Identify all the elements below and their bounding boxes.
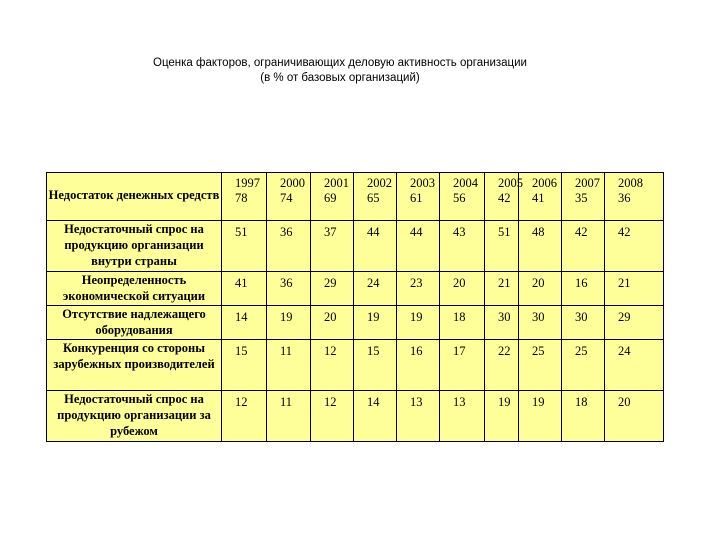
cell-value: 37 [324,225,337,239]
table-cell [485,272,519,306]
cell-value: 35 [575,191,588,205]
cell-value: 12 [324,395,337,409]
cell-value: 19 [410,310,423,324]
year-header: 2006 [532,176,557,190]
table-cell [519,272,562,306]
table-cell [397,306,440,340]
cell-value: 24 [367,276,380,290]
cell-value: 13 [453,395,466,409]
cell-value: 19 [532,395,545,409]
table-cell [354,173,397,221]
table-cell [267,173,311,221]
row-label: Недостаточный спрос на продукцию организации за рубежом [57,392,211,438]
cell-value: 16 [575,276,588,290]
cell-value: 51 [498,225,511,239]
table-cell [562,306,605,340]
table-cell [519,306,562,340]
year-header: 2001 [324,176,349,190]
table-cell [440,306,485,340]
row-label: Неопределенность экономической ситуации [62,273,206,303]
row-label: Отсутствие надлежащего оборудования [62,307,206,337]
cell-value: 42 [575,225,588,239]
cell-value: 15 [367,344,380,358]
cell-value: 51 [235,225,248,239]
table-cell [354,391,397,442]
year-header: 2003 [410,176,435,190]
table-row [47,272,664,306]
row-label: Конкуренция со стороны зарубежных производителей [53,341,215,371]
cell-value: 12 [235,395,248,409]
cell-value: 19 [498,395,511,409]
table-cell [354,340,397,391]
table-cell [485,221,519,272]
cell-value: 19 [367,310,380,324]
table-cell [397,340,440,391]
table-cell [397,272,440,306]
cell-value: 65 [367,191,380,205]
table-row [47,391,664,442]
table-cell [562,221,605,272]
table-cell [222,391,267,442]
table-cell [605,221,664,272]
cell-value: 11 [280,344,293,358]
cell-value: 14 [367,395,380,409]
table-cell [311,391,354,442]
row-label: Недостаток денежных средств [48,188,220,202]
cell-value: 36 [618,191,631,205]
table-cell [605,391,664,442]
table-cell [440,340,485,391]
table-cell [562,173,605,221]
table-cell [519,391,562,442]
table-cell [311,306,354,340]
table-cell [440,221,485,272]
cell-value: 78 [235,191,248,205]
cell-value: 25 [575,344,588,358]
cell-value: 36 [280,276,293,290]
year-header: 2002 [367,176,392,190]
cell-value: 15 [235,344,248,358]
cell-value: 18 [575,395,588,409]
table-cell [440,173,485,221]
cell-value: 25 [532,344,545,358]
table-cell [605,173,664,221]
cell-value: 29 [324,276,337,290]
year-header: 2007 [575,176,600,190]
cell-value: 48 [532,225,545,239]
cell-value: 22 [498,344,511,358]
table-cell [311,340,354,391]
table-cell [354,306,397,340]
table-cell [354,272,397,306]
row-label: Недостаточный спрос на продукцию организации внутри страны [64,222,204,268]
table-cell [605,340,664,391]
cell-value: 44 [367,225,380,239]
table-cell [267,306,311,340]
cell-value: 30 [575,310,588,324]
cell-value: 43 [453,225,466,239]
table-cell [519,173,562,221]
table-cell [605,306,664,340]
table-cell [354,221,397,272]
table-cell [267,221,311,272]
table-row [47,221,664,272]
cell-value: 42 [618,225,631,239]
year-header: 2005 [498,176,523,190]
table-cell [222,340,267,391]
table-cell [519,340,562,391]
cell-value: 74 [280,191,293,205]
table-cell [222,272,267,306]
table-cell [267,272,311,306]
table-cell [562,340,605,391]
year-header: 2008 [618,176,643,190]
table-row [47,340,664,391]
table-cell [562,272,605,306]
cell-value: 30 [532,310,545,324]
table-row [47,306,664,340]
table-cell [222,173,267,221]
table-cell [485,173,523,221]
table-caption [0,56,680,86]
cell-value: 12 [324,344,337,358]
table-cell [311,221,354,272]
table-cell [485,340,519,391]
table-cell [485,391,519,442]
year-header: 2000 [280,176,305,190]
cell-value: 16 [410,344,423,358]
cell-value: 24 [618,344,631,358]
cell-value: 36 [280,225,293,239]
table-cell [267,340,311,391]
table-cell [440,272,485,306]
cell-value: 61 [410,191,423,205]
cell-value: 20 [532,276,545,290]
table-cell [397,173,440,221]
cell-value: 20 [324,310,337,324]
cell-value: 56 [453,191,466,205]
factors-table [46,172,664,442]
caption-line-1: Оценка факторов, ограничивающих деловую активность организации [153,57,527,69]
table-cell [485,306,519,340]
table-cell [311,173,354,221]
cell-value: 11 [280,395,293,409]
cell-value: 41 [235,276,248,290]
cell-value: 21 [498,276,511,290]
table-cell [605,272,664,306]
table-cell [397,221,440,272]
cell-value: 69 [324,191,337,205]
table-cell [311,272,354,306]
cell-value: 14 [235,310,248,324]
table-cell [222,221,267,272]
cell-value: 29 [618,310,631,324]
table-cell [222,306,267,340]
cell-value: 23 [410,276,423,290]
cell-value: 30 [498,310,511,324]
cell-value: 17 [453,344,466,358]
caption-line-2: (в % от базовых организаций) [260,72,420,84]
cell-value: 19 [280,310,293,324]
cell-value: 41 [532,191,545,205]
table-row [47,173,664,221]
table-cell [562,391,605,442]
year-header: 1997 [235,176,260,190]
cell-value: 42 [498,191,511,205]
cell-value: 44 [410,225,423,239]
table-cell [267,391,311,442]
cell-value: 18 [453,310,466,324]
cell-value: 13 [410,395,423,409]
cell-value: 20 [618,395,631,409]
table-cell [397,391,440,442]
cell-value: 21 [618,276,631,290]
table-cell [440,391,485,442]
year-header: 2004 [453,176,478,190]
cell-value: 20 [453,276,466,290]
table-cell [519,221,562,272]
